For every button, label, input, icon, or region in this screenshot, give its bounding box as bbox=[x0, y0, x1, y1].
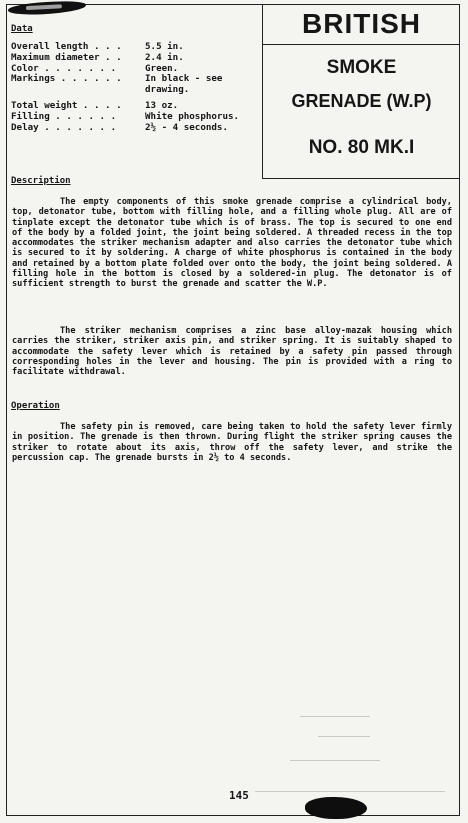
spec-value: 13 oz. bbox=[145, 99, 179, 111]
operation-paragraph bbox=[12, 422, 452, 463]
spec-row bbox=[11, 74, 261, 96]
scan-artifact bbox=[318, 736, 370, 737]
data-heading: Data bbox=[11, 24, 33, 34]
description-paragraph-1 bbox=[12, 197, 452, 290]
title-item: GRENADE (W.P) bbox=[291, 91, 432, 111]
ink-blot bbox=[305, 797, 367, 819]
spec-label: Markings . . . . . . bbox=[11, 73, 122, 85]
spec-label: Filling . . . . . . bbox=[11, 110, 117, 122]
title-model: NO. 80 MK.I bbox=[308, 137, 415, 158]
title-type: SMOKE bbox=[326, 57, 397, 78]
description-paragraph-2-text: The striker mechanism comprises a zinc base alloy-mazak housing which carries the striker, striker axis pin, and striker spring. It is suitably shaped to accommodate the safety lever which is retained by a safety pin passed through corresponding holes in the lever and housing. The pin is provided with a ring to facilitate withdrawal. bbox=[12, 326, 452, 378]
spec-value: White phosphorus. bbox=[145, 110, 240, 122]
spec-label: Total weight . . . . bbox=[11, 99, 122, 111]
spec-value: 5.5 in. bbox=[145, 41, 184, 52]
scan-artifact bbox=[290, 760, 380, 761]
spec-label: Delay . . . . . . . bbox=[11, 121, 117, 133]
description-paragraph-2 bbox=[12, 326, 452, 377]
spec-value: 2.4 in. bbox=[145, 51, 184, 63]
spec-row bbox=[11, 112, 261, 123]
description-paragraph-1-text: The empty components of this smoke grenade comprise a cylindrical body, top, detonator tube, bottom with filling hole, and a filling whole plug. All are of tinplate except the detonator tube which is of brass. The top is secured to one end of the body by a folded joint, the joint being soldered. A threaded recess in the top accommodates the striker mechanism adapter and also carries the detonator tube which is secured to it by soldering. A charge of white phosphorus is contained in the body and retained by a bottom plate folded over onto the body, the joint being soldered. A filling hole in the bottom is closed by a soldered-in plug. The detonator is of sufficient strength to burst the grenade and scatter the W.P. bbox=[12, 197, 452, 290]
spec-value: Green. bbox=[145, 62, 179, 74]
scan-artifact bbox=[255, 791, 445, 792]
description-heading: Description bbox=[11, 176, 71, 186]
spec-label: Overall length . . . bbox=[11, 41, 122, 52]
title-country: BRITISH bbox=[263, 4, 460, 45]
spec-value: 2½ - 4 seconds. bbox=[145, 121, 228, 133]
scan-artifact bbox=[300, 716, 370, 717]
spec-row bbox=[11, 53, 261, 64]
title-box bbox=[262, 4, 460, 179]
spec-label: Color . . . . . . . bbox=[11, 62, 117, 74]
spec-value: In black - see drawing. bbox=[145, 73, 228, 96]
operation-paragraph-text: The safety pin is removed, care being taken to hold the safety lever firmly in position. The grenade is then thrown. During flight the striker spring causes the striker to rotate about its axis, throw off the safety lever, and strike the percussion cap. The grenade bursts in 2½ to 4 seconds. bbox=[12, 422, 452, 463]
spec-row bbox=[11, 123, 261, 134]
page-number: 145 bbox=[229, 789, 249, 802]
spec-list bbox=[11, 42, 261, 133]
operation-heading: Operation bbox=[11, 401, 60, 411]
spec-label: Maximum diameter . . bbox=[11, 51, 122, 63]
